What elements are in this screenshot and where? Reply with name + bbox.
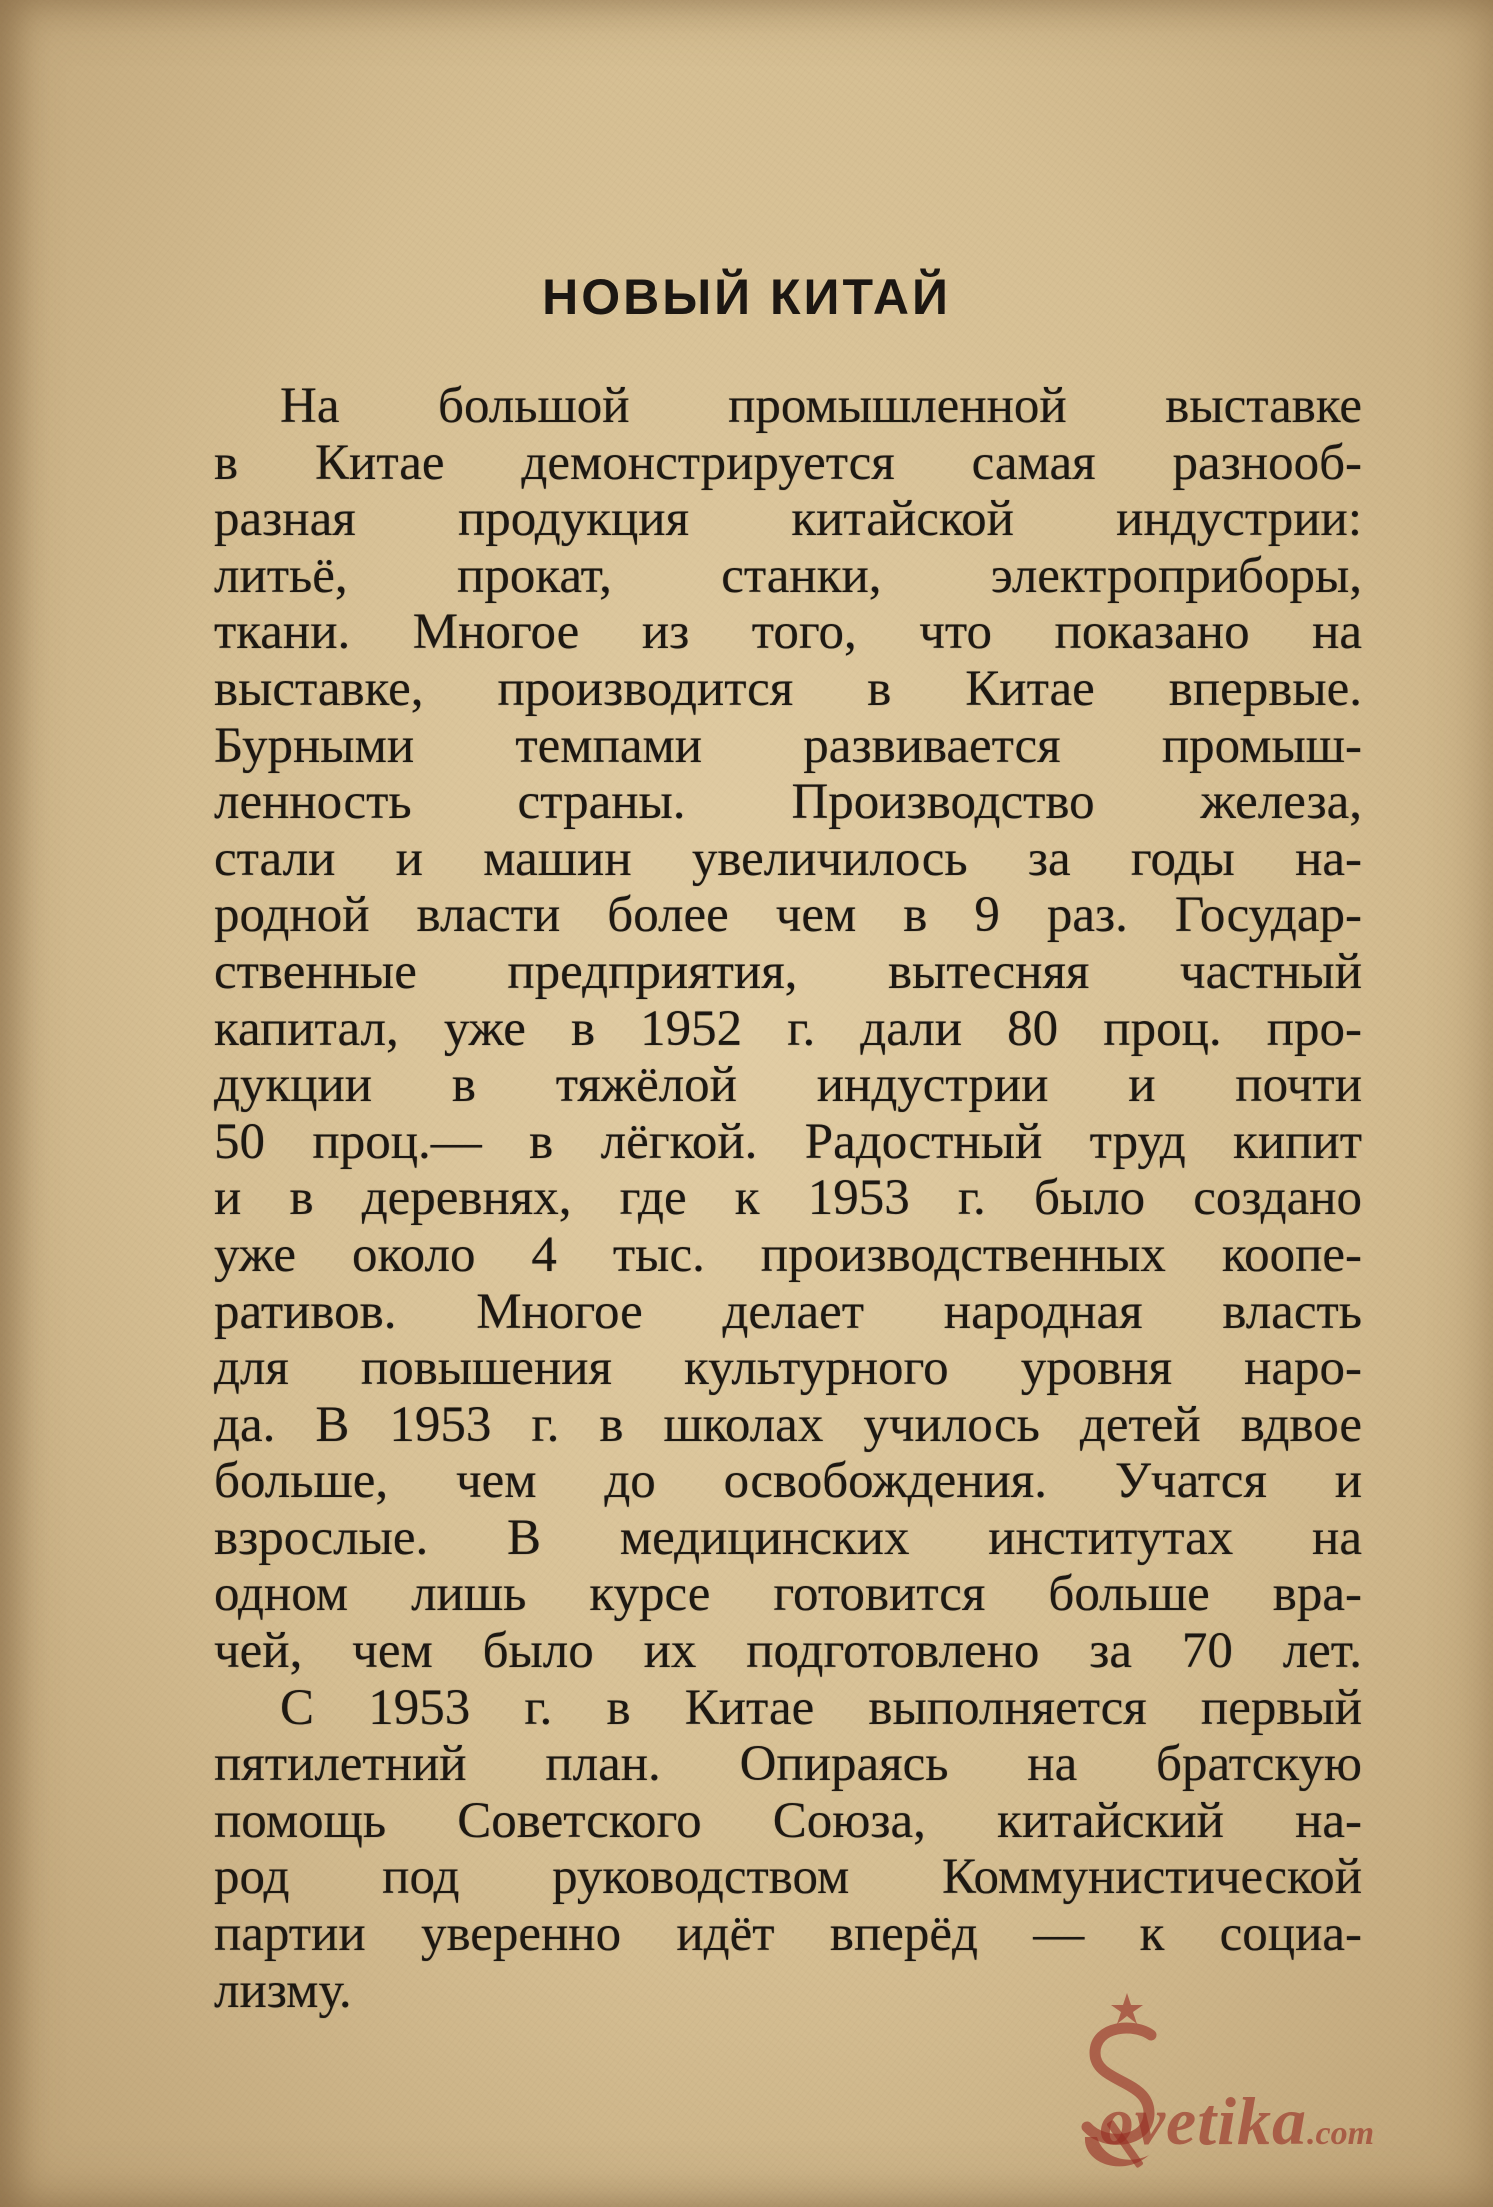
watermark-main: ovetika	[1099, 2083, 1307, 2159]
text-line: взрослые. В медицинских институтах на	[214, 1509, 1362, 1566]
text-line: одном лишь курсе готовится больше вра-	[214, 1566, 1362, 1623]
watermark-domain: .com	[1306, 2115, 1375, 2152]
text-line: партии уверенно идёт вперёд — к социа-	[214, 1906, 1362, 1963]
text-line: для повышения культурного уровня наро-	[214, 1340, 1362, 1397]
text-line: больше, чем до освобождения. Учатся и	[214, 1453, 1362, 1510]
text-line: разная продукция китайской индустрии:	[214, 491, 1362, 548]
text-line: пятилетний план. Опираясь на братскую	[214, 1736, 1362, 1793]
text-line: в Китае демонстрируется самая разнооб-	[214, 434, 1362, 491]
text-line: лизму.	[214, 1962, 352, 2019]
text-line: С 1953 г. в Китае выполняется первый	[280, 1679, 1362, 1736]
text-line: ративов. Многое делает народная власть	[214, 1283, 1362, 1340]
text-line: ткани. Многое из того, что показано на	[214, 604, 1362, 661]
text-line: капитал, уже в 1952 г. дали 80 проц. про-	[214, 1000, 1362, 1057]
watermark-text	[1061, 2082, 1374, 2161]
text-line: родной власти более чем в 9 раз. Государ-	[214, 887, 1362, 944]
text-line: выставке, производится в Китае впервые.	[214, 660, 1362, 717]
sovetika-watermark	[1061, 1987, 1481, 2187]
article-body	[214, 378, 1362, 2019]
text-line: ственные предприятия, вытесняя частный	[214, 943, 1362, 1000]
text-line: Бурными темпами развивается промыш-	[214, 717, 1362, 774]
text-line: уже около 4 тыс. производственных коопе-	[214, 1226, 1362, 1283]
text-line: да. В 1953 г. в школах училось детей вдвое	[214, 1396, 1362, 1453]
page-title: НОВЫЙ КИТАЙ	[542, 269, 951, 325]
text-line: На большой промышленной выставке	[280, 378, 1362, 434]
text-line: ленность страны. Производство железа,	[214, 774, 1362, 831]
text-line: литьё, прокат, станки, электроприборы,	[214, 547, 1362, 604]
text-line: дукции в тяжёлой индустрии и почти	[214, 1057, 1362, 1114]
text-line: и в деревнях, где к 1953 г. было создано	[214, 1170, 1362, 1227]
text-line: 50 проц.— в лёгкой. Радостный труд кипит	[214, 1113, 1362, 1170]
text-line: род под руководством Коммунистической	[214, 1849, 1362, 1906]
text-line: помощь Советского Союза, китайский на-	[214, 1792, 1362, 1849]
text-line: чей, чем было их подготовлено за 70 лет.	[214, 1623, 1362, 1680]
text-line: стали и машин увеличилось за годы на-	[214, 830, 1362, 887]
